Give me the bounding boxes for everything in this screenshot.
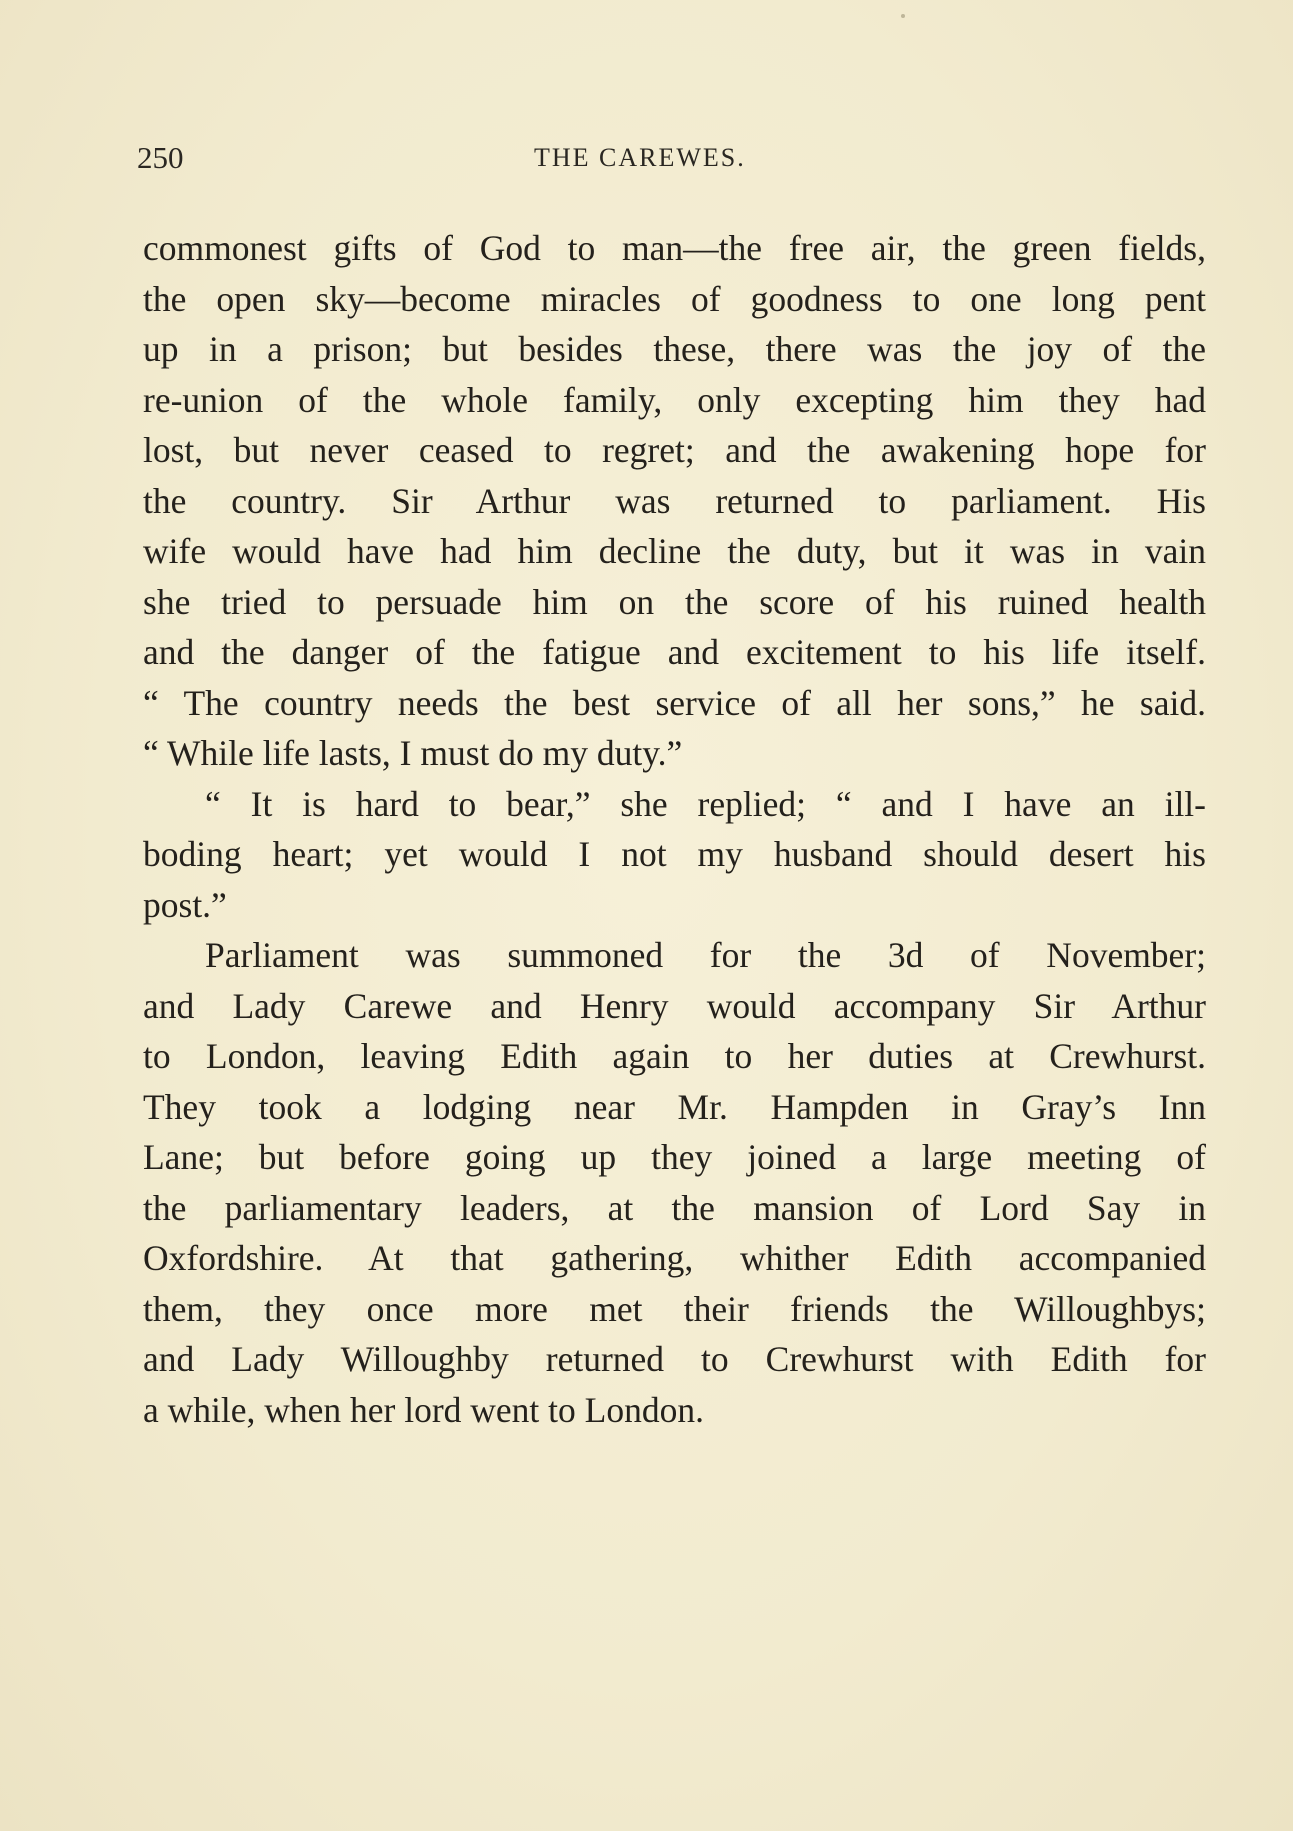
text-line: up in a prison; but besides these, there was the joy of the <box>143 329 1206 369</box>
text-line: boding heart; yet would I not my husband should desert his <box>143 834 1206 874</box>
text-line: Parliament was summoned for the 3d of November; <box>205 935 1206 975</box>
page-header <box>137 138 1207 178</box>
text-line: Lane; but before going up they joined a large meeting of <box>143 1137 1206 1177</box>
text-line: “ The country needs the best service of all her sons,” he said. <box>143 682 1206 723</box>
text-line: “ It is hard to bear,” she replied; “ and I have an ill- <box>205 783 1206 824</box>
text-line: commonest gifts of God to man—the free air, the green fields, <box>143 228 1206 268</box>
text-line: lost, but never ceased to regret; and the awakening hope for <box>143 430 1206 470</box>
text-line: a while, when her lord went to London. <box>143 1389 704 1430</box>
text-line: and the danger of the fatigue and excitement to his life itself. <box>143 632 1206 672</box>
text-line: the parliamentary leaders, at the mansion of Lord Say in <box>143 1187 1206 1228</box>
text-line: she tried to persuade him on the score of his ruined health <box>143 581 1206 622</box>
text-line: Oxfordshire. At that gathering, whither Edith accompanied <box>143 1238 1206 1278</box>
text-line: post.” <box>143 884 227 925</box>
text-line: They took a lodging near Mr. Hampden in Gray’s Inn <box>143 1086 1206 1127</box>
paper-speck <box>901 14 905 18</box>
text-line: “ While life lasts, I must do my duty.” <box>143 733 683 773</box>
text-line: them, they once more met their friends the Willoughbys; <box>143 1288 1206 1329</box>
text-line: to London, leaving Edith again to her duties at Crewhurst. <box>143 1036 1206 1076</box>
text-line: and Lady Carewe and Henry would accompany Sir Arthur <box>143 985 1206 1026</box>
text-line: wife would have had him decline the duty, but it was in vain <box>143 531 1206 571</box>
body-text <box>143 223 1206 1435</box>
text-line: the country. Sir Arthur was returned to parliament. His <box>143 480 1206 521</box>
text-line: and Lady Willoughby returned to Crewhurst with Edith for <box>143 1339 1206 1379</box>
page-number: 250 <box>137 140 184 175</box>
text-line: re-union of the whole family, only excepting him they had <box>143 379 1206 420</box>
running-title: THE CAREWES. <box>534 143 746 172</box>
text-line: the open sky—become miracles of goodness to one long pent <box>143 278 1206 319</box>
